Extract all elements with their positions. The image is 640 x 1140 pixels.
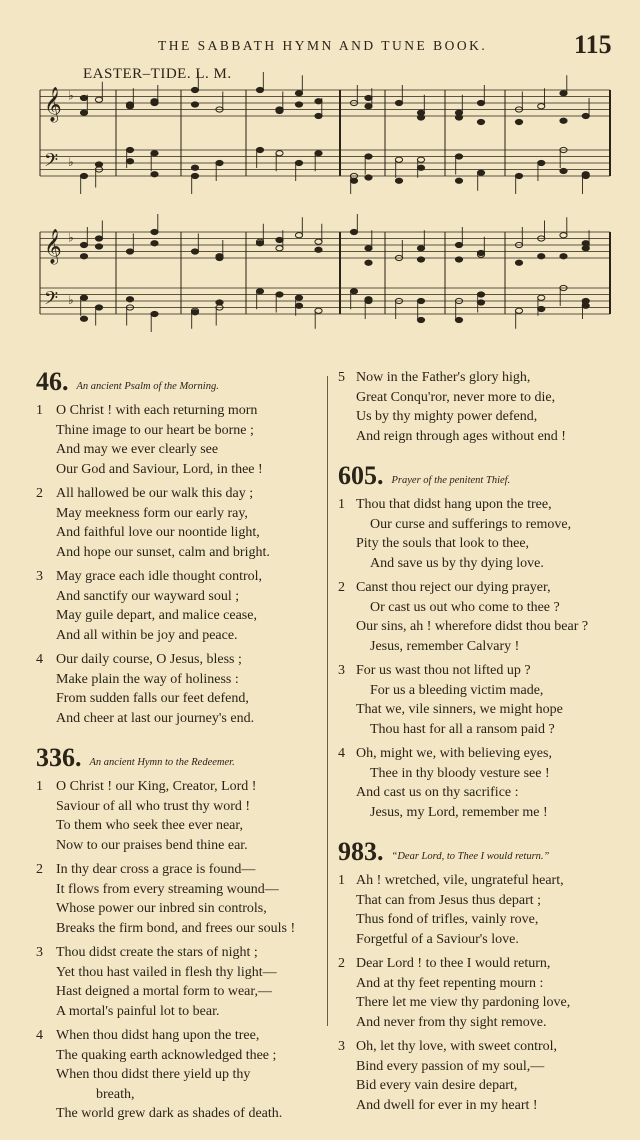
- verse-line: [338, 534, 630, 554]
- note-head: [216, 254, 223, 259]
- verse-line: [36, 606, 322, 626]
- verse-line: [36, 421, 322, 441]
- verse-line: [338, 515, 630, 535]
- verse-text: O Christ ! our King, Creator, Lord !: [56, 779, 257, 794]
- verse-text: And all within be joy and peace.: [56, 627, 238, 643]
- verse-text: The quaking earth acknowledged thee ;: [56, 1047, 277, 1063]
- note-head: [477, 119, 484, 124]
- verse-line: [36, 504, 322, 524]
- note-head: [538, 306, 545, 311]
- treble-clef: 𝄞: [44, 88, 62, 121]
- hymn-number: 46.: [36, 367, 69, 396]
- note-head: [191, 249, 198, 254]
- verse-line: [36, 1065, 322, 1085]
- note-head: [95, 97, 102, 102]
- verse-text: Hast deigned a mortal form to wear,—: [56, 984, 272, 999]
- stanza: [338, 578, 630, 656]
- hymn-heading: [36, 368, 322, 396]
- hymn-heading: [338, 462, 630, 490]
- note-head: [95, 162, 102, 167]
- note-head: [417, 157, 424, 162]
- verse-line: [36, 543, 322, 563]
- note-head: [191, 173, 198, 178]
- stanza-number: 3: [338, 663, 345, 678]
- verse-line: [338, 617, 630, 637]
- note-head: [191, 102, 198, 107]
- note-head: [560, 168, 567, 173]
- verse-line: [338, 871, 630, 891]
- verse-line: [36, 440, 322, 460]
- note-head: [538, 254, 545, 259]
- note-head: [477, 300, 484, 305]
- verse-text: Ah ! wretched, vile, ungrateful heart,: [356, 873, 564, 888]
- note-head: [95, 236, 102, 241]
- note-head: [582, 172, 589, 177]
- note-head: [126, 297, 133, 302]
- verse-text: For us a bleeding victim made,: [370, 682, 544, 698]
- stanza: [36, 943, 322, 1021]
- hymn: [338, 462, 630, 822]
- hymn-number: 336.: [36, 743, 82, 772]
- verse-text: Make plain the way of holiness :: [56, 671, 239, 687]
- key-flat: ♭: [68, 155, 74, 169]
- verse-line: [338, 993, 630, 1013]
- note-head: [365, 154, 372, 159]
- note-head: [216, 160, 223, 165]
- verse-text: And never from thy sight remove.: [356, 1014, 547, 1030]
- note-head: [216, 300, 223, 305]
- stanza: [338, 744, 630, 822]
- note-head: [315, 247, 322, 252]
- verse-line: [338, 764, 630, 784]
- treble-clef: 𝄞: [44, 230, 62, 263]
- verse-line: [36, 626, 322, 646]
- note-head: [515, 119, 522, 124]
- music-notation: [0, 0, 640, 360]
- stanza: [36, 567, 322, 645]
- note-head: [560, 91, 567, 96]
- note-head: [538, 160, 545, 165]
- verse-line: [36, 650, 322, 670]
- note-head: [477, 292, 484, 297]
- note-head: [276, 108, 283, 113]
- note-head: [151, 172, 158, 177]
- stanza-number: 1: [338, 873, 345, 888]
- note-head: [538, 295, 545, 300]
- verse-line: [36, 1085, 322, 1105]
- verse-text: Dear Lord ! to thee I would return,: [356, 956, 551, 971]
- note-head: [365, 104, 372, 109]
- verse-text: A mortal's painful lot to bear.: [56, 1003, 220, 1019]
- note-head: [295, 303, 302, 308]
- verse-line: [338, 598, 630, 618]
- note-head: [256, 87, 263, 92]
- left-column: [36, 368, 322, 1140]
- verse-text: Thou that didst hang upon the tree,: [356, 497, 552, 512]
- verse-text: And faithful love our noontide light,: [56, 525, 260, 540]
- verse-text: And save us by thy dying love.: [370, 555, 544, 571]
- hymn: [338, 838, 630, 1115]
- note-head: [295, 295, 302, 300]
- verse-line: [36, 1104, 322, 1124]
- stanza: [338, 1037, 630, 1115]
- verse-line: [36, 836, 322, 856]
- note-head: [455, 115, 462, 120]
- verse-line: [338, 1057, 630, 1077]
- hymn-heading: [36, 744, 322, 772]
- verse-line: [338, 974, 630, 994]
- note-head: [395, 178, 402, 183]
- stanza: [36, 860, 322, 938]
- verse-line: [36, 1002, 322, 1022]
- verse-line: [338, 554, 630, 574]
- verse-text: Forgetful of a Saviour's love.: [356, 931, 519, 947]
- note-head: [417, 317, 424, 322]
- stanza-number: 3: [36, 569, 43, 584]
- note-head: [191, 165, 198, 170]
- verse-text: Now in the Father's glory high,: [356, 370, 531, 385]
- verse-line: [36, 919, 322, 939]
- verse-line: [36, 689, 322, 709]
- verse-text: That can from Jesus thus depart ;: [356, 892, 542, 908]
- verse-line: [36, 982, 322, 1002]
- verse-text: For us wast thou not lifted up ?: [356, 663, 531, 678]
- verse-line: [36, 880, 322, 900]
- verse-text: Jesus, my Lord, remember me !: [370, 804, 548, 820]
- note-head: [315, 151, 322, 156]
- stanza-number: 2: [36, 862, 43, 877]
- verse-line: [36, 484, 322, 504]
- verse-line: [36, 797, 322, 817]
- verse-text: Now to our praises bend thine ear.: [56, 837, 248, 853]
- verse-line: [36, 1046, 322, 1066]
- note-head: [515, 173, 522, 178]
- verse-text: Thee in thy bloody vesture see !: [370, 765, 550, 781]
- verse-line: [36, 963, 322, 983]
- right-column: [338, 368, 630, 1131]
- verse-line: [338, 578, 630, 598]
- hymn-number: 983.: [338, 837, 384, 866]
- verse-line: [338, 661, 630, 681]
- stanza-number: 4: [338, 746, 345, 761]
- bass-clef: 𝄢: [44, 149, 59, 175]
- stanza-number: 1: [338, 497, 345, 512]
- stanza-number: 5: [338, 370, 345, 385]
- key-flat: ♭: [68, 230, 74, 245]
- stanza: [338, 495, 630, 573]
- verse-text: Pity the souls that look to thee,: [356, 536, 530, 551]
- note-head: [455, 154, 462, 159]
- note-head: [560, 118, 567, 123]
- note-head: [276, 292, 283, 297]
- verse-text: Saviour of all who trust thy word !: [56, 798, 251, 814]
- stanza-number: 2: [36, 486, 43, 501]
- stanza: [36, 1026, 322, 1124]
- verse-line: [338, 1013, 630, 1033]
- verse-line: [338, 803, 630, 823]
- stanza: [338, 661, 630, 739]
- hymn-title: “Dear Lord, to Thee I would return.”: [391, 851, 550, 862]
- verse-text: Thus fond of trifles, vainly rove,: [356, 912, 539, 927]
- note-head: [151, 241, 158, 246]
- stanza-number: 1: [36, 403, 43, 418]
- note-head: [295, 233, 302, 238]
- note-head: [276, 151, 283, 156]
- note-head: [395, 157, 402, 162]
- verse-text: Our curse and sufferings to remove,: [370, 516, 572, 532]
- note-head: [276, 246, 283, 251]
- note-head: [560, 254, 567, 259]
- note-head: [395, 100, 402, 105]
- stanza: [338, 368, 630, 446]
- note-head: [350, 289, 357, 294]
- stanza: [338, 871, 630, 949]
- verse-line: [36, 587, 322, 607]
- verse-line: [36, 777, 322, 797]
- note-head: [256, 241, 263, 246]
- verse-text: When thou didst there yield up thy: [56, 1067, 251, 1082]
- verse-text: And hope our sunset, calm and bright.: [56, 544, 270, 560]
- verse-line: [36, 523, 322, 543]
- note-head: [126, 159, 133, 164]
- note-head: [191, 310, 198, 315]
- stanza-number: 3: [338, 1039, 345, 1054]
- stanza-number: 1: [36, 779, 43, 794]
- note-head: [191, 87, 198, 92]
- verse-text: And may we ever clearly see: [56, 442, 219, 457]
- verse-text: Our daily course, O Jesus, bless ;: [56, 652, 242, 667]
- verse-text: Canst thou reject our dying prayer,: [356, 580, 551, 595]
- verse-line: [338, 783, 630, 803]
- stanza-number: 2: [338, 956, 345, 971]
- note-head: [315, 239, 322, 244]
- hymn: [36, 744, 322, 1124]
- verse-text: And dwell for ever in my heart !: [356, 1097, 538, 1113]
- verse-text: Bind every passion of my soul,—: [356, 1058, 545, 1074]
- verse-line: [36, 943, 322, 963]
- verse-line: [36, 460, 322, 480]
- note-head: [315, 308, 322, 313]
- hymn-heading: [338, 838, 630, 866]
- note-head: [417, 257, 424, 262]
- verse-text: Us by thy mighty power defend,: [356, 409, 538, 424]
- verse-text: Oh, might we, with believing eyes,: [356, 746, 552, 761]
- note-head: [515, 260, 522, 265]
- verse-text: May guile depart, and malice cease,: [56, 608, 257, 623]
- stanza: [36, 484, 322, 562]
- verse-text: In thy dear cross a grace is found—: [56, 862, 256, 877]
- note-head: [417, 115, 424, 120]
- verse-line: [36, 816, 322, 836]
- running-title: THE SABBATH HYMN AND TUNE BOOK.: [158, 38, 488, 53]
- note-head: [365, 260, 372, 265]
- verse-text: Our sins, ah ! wherefore didst thou bear ?: [356, 619, 589, 634]
- verse-line: [338, 495, 630, 515]
- note-head: [80, 173, 87, 178]
- note-head: [126, 249, 133, 254]
- stanza-number: 4: [36, 1028, 43, 1043]
- hymn: [36, 368, 322, 728]
- verse-line: [338, 681, 630, 701]
- verse-text: To them who seek thee ever near,: [56, 818, 243, 833]
- verse-text: When thou didst hang upon the tree,: [56, 1028, 260, 1043]
- verse-line: [338, 637, 630, 657]
- stanza: [36, 401, 322, 479]
- note-head: [455, 178, 462, 183]
- verse-line: [36, 401, 322, 421]
- note-head: [276, 237, 283, 242]
- verse-text: That we, vile sinners, we might hope: [356, 702, 563, 717]
- note-head: [365, 95, 372, 100]
- note-head: [126, 147, 133, 152]
- note-head: [151, 229, 158, 234]
- verse-text: And sanctify our wayward soul ;: [56, 588, 240, 604]
- verse-line: [338, 930, 630, 950]
- verse-text: And cast us on thy sacrifice :: [356, 785, 519, 800]
- verse-text: Jesus, remember Calvary !: [370, 638, 520, 654]
- verse-line: [338, 1037, 630, 1057]
- note-head: [95, 244, 102, 249]
- note-head: [315, 113, 322, 118]
- key-flat: ♭: [68, 293, 74, 307]
- note-head: [95, 305, 102, 310]
- verse-line: [36, 670, 322, 690]
- note-head: [315, 99, 322, 104]
- verse-text: Thou didst create the stars of night ;: [56, 945, 258, 960]
- note-head: [417, 298, 424, 303]
- verse-line: [36, 567, 322, 587]
- note-head: [350, 229, 357, 234]
- page-number: 115: [574, 30, 612, 59]
- verse-text: It flows from every streaming wound—: [56, 881, 279, 897]
- verse-text: breath,: [96, 1086, 135, 1102]
- note-head: [365, 246, 372, 251]
- verse-line: [338, 954, 630, 974]
- verse-line: [338, 407, 630, 427]
- verse-text: Breaks the firm bond, and frees our souls !: [56, 920, 296, 936]
- verse-text: All hallowed be our walk this day ;: [56, 486, 254, 501]
- note-head: [417, 246, 424, 251]
- note-head: [560, 233, 567, 238]
- note-head: [515, 308, 522, 313]
- note-head: [80, 242, 87, 247]
- note-head: [80, 110, 87, 115]
- bass-clef: 𝄢: [44, 287, 59, 313]
- verse-line: [338, 700, 630, 720]
- note-head: [477, 250, 484, 255]
- note-head: [477, 170, 484, 175]
- verse-line: [36, 899, 322, 919]
- verse-text: Whose power our inbred sin controls,: [56, 901, 267, 916]
- key-flat: ♭: [68, 88, 74, 103]
- note-head: [151, 311, 158, 316]
- verse-line: [36, 860, 322, 880]
- verse-line: [338, 720, 630, 740]
- verse-line: [36, 1026, 322, 1046]
- note-head: [582, 246, 589, 251]
- verse-text: Thou hast for all a ransom paid ?: [370, 721, 555, 737]
- hymn-continuation: [338, 368, 630, 446]
- hymn-title: An ancient Hymn to the Redeemer.: [89, 757, 235, 768]
- verse-text: Oh, let thy love, with sweet control,: [356, 1039, 558, 1054]
- note-head: [80, 95, 87, 100]
- verse-text: Or cast us out who come to thee ?: [370, 599, 560, 615]
- verse-text: Bid every vain desire depart,: [356, 1078, 518, 1093]
- note-head: [295, 91, 302, 96]
- verse-line: [338, 744, 630, 764]
- verse-text: There let me view thy pardoning love,: [356, 995, 571, 1010]
- note-head: [80, 316, 87, 321]
- note-head: [538, 104, 545, 109]
- note-head: [417, 165, 424, 170]
- note-head: [126, 102, 133, 107]
- verse-text: May grace each idle thought control,: [56, 569, 263, 584]
- note-head: [455, 317, 462, 322]
- stanza-number: 2: [338, 580, 345, 595]
- verse-line: [338, 368, 630, 388]
- hymn-title: An ancient Psalm of the Morning.: [76, 381, 219, 392]
- note-head: [151, 99, 158, 104]
- note-head: [455, 257, 462, 262]
- stanza: [338, 954, 630, 1032]
- stanza-number: 4: [36, 652, 43, 667]
- note-head: [582, 113, 589, 118]
- note-head: [256, 289, 263, 294]
- stanza: [36, 777, 322, 855]
- note-head: [455, 242, 462, 247]
- note-head: [256, 147, 263, 152]
- note-head: [582, 303, 589, 308]
- verse-text: Great Conqu'ror, never more to die,: [356, 389, 556, 405]
- verse-line: [338, 891, 630, 911]
- note-head: [151, 151, 158, 156]
- note-head: [477, 100, 484, 105]
- note-head: [365, 175, 372, 180]
- verse-text: And at thy feet repenting mourn :: [356, 975, 544, 991]
- verse-line: [338, 388, 630, 408]
- hymn-number: 605.: [338, 461, 384, 490]
- verse-text: The world grew dark as shades of death.: [56, 1106, 283, 1121]
- note-head: [350, 178, 357, 183]
- verse-text: And reign through ages without end !: [356, 428, 566, 444]
- verse-line: [338, 910, 630, 930]
- hymn-title: Prayer of the penitent Thief.: [391, 475, 511, 486]
- note-head: [295, 160, 302, 165]
- column-divider: [327, 376, 328, 1026]
- stanza-number: 3: [36, 945, 43, 960]
- verse-text: And cheer at last our journey's end.: [56, 710, 255, 726]
- verse-line: [36, 709, 322, 729]
- verse-text: May meekness form our early ray,: [56, 505, 248, 521]
- verse-text: Our God and Saviour, Lord, in thee !: [56, 461, 263, 477]
- verse-line: [338, 1096, 630, 1116]
- verse-text: O Christ ! with each returning morn: [56, 403, 258, 418]
- note-head: [365, 297, 372, 302]
- tune-heading: EASTER–TIDE. L. M.: [83, 66, 232, 82]
- verse-line: [338, 427, 630, 447]
- note-head: [80, 295, 87, 300]
- stanza: [36, 650, 322, 728]
- note-head: [582, 241, 589, 246]
- note-head: [80, 254, 87, 259]
- verse-text: Yet thou hast vailed in flesh thy light—: [56, 964, 277, 980]
- verse-text: From sudden falls our feet defend,: [56, 691, 249, 706]
- verse-text: Thine image to our heart be borne ;: [56, 422, 254, 438]
- note-head: [295, 102, 302, 107]
